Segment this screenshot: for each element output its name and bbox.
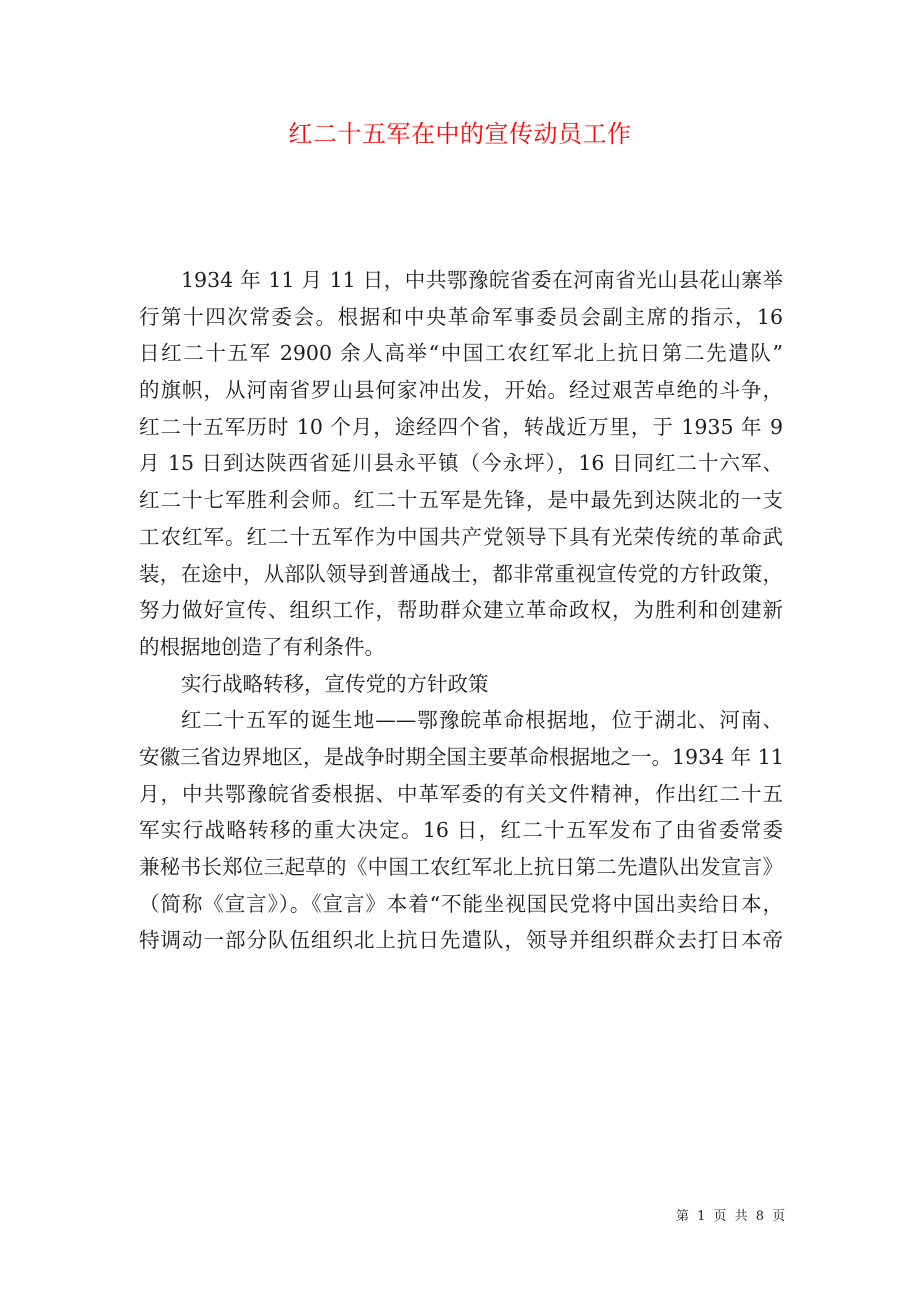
section-heading-text: 实行战略转移，宣传党的方针政策 (181, 671, 489, 696)
text-line: 装，在途中，从部队领导到普通战士，都非常重视宣传党的方针政策， (139, 561, 783, 586)
page-number-footer: 第 1 页 共 8 页 (676, 1209, 786, 1224)
paragraph (139, 702, 783, 959)
text-line: 红二十五军的诞生地——鄂豫皖革命根据地，位于湖北、河南、 (181, 708, 783, 733)
text-line: 月 15 日到达陕西省延川县永平镇（今永坪），16 日同红二十六军、 (139, 451, 783, 476)
text-line: 1934 年 11 月 11 日，中共鄂豫皖省委在河南省光山县花山寨举 (181, 268, 783, 292)
text-line: 军实行战略转移的重大决定。16 日，红二十五军发布了由省委常委 (139, 818, 783, 843)
paragraph (139, 262, 783, 666)
text-line: 安徽三省边界地区，是战争时期全国主要革命根据地之一。1934 年 11 (139, 744, 784, 769)
text-line: 行第十四次常委会。根据和中央革命军事委员会副主席的指示，16 (139, 304, 783, 329)
document-body (139, 262, 783, 959)
text-line: 工农红军。红二十五军作为中国共产党领导下具有光荣传统的革命武 (139, 524, 783, 549)
text-line: 兼秘书长郑位三起草的《中国工农红军北上抗日第二先遣队出发宣言》 (139, 855, 783, 879)
document-title: 红二十五军在中的宣传动员工作 (288, 120, 632, 148)
text-line: （简称《宣言》）。《宣言》本着“不能坐视国民党将中国出卖给日本， (139, 891, 783, 916)
text-line: 日红二十五军 2900 余人高举“中国工农红军北上抗日第二先遣队” (139, 341, 783, 366)
text-line: 努力做好宣传、组织工作，帮助群众建立革命政权，为胜利和创建新 (139, 598, 783, 623)
text-line: 的旗帜，从河南省罗山县何家冲出发，开始。经过艰苦卓绝的斗争， (139, 378, 783, 403)
text-line: 月，中共鄂豫皖省委根据、中革军委的有关文件精神，作出红二十五 (139, 781, 783, 806)
text-line: 特调动一部分队伍组织北上抗日先遣队，领导并组织群众去打日本帝 (139, 928, 783, 953)
text-line: 的根据地创造了有利条件。 (139, 634, 385, 659)
text-line: 红二十五军历时 10 个月，途经四个省，转战近万里，于 1935 年 9 (139, 414, 783, 439)
text-line: 红二十七军胜利会师。红二十五军是先锋，是中最先到达陕北的一支 (139, 488, 783, 513)
section-heading (139, 666, 783, 703)
